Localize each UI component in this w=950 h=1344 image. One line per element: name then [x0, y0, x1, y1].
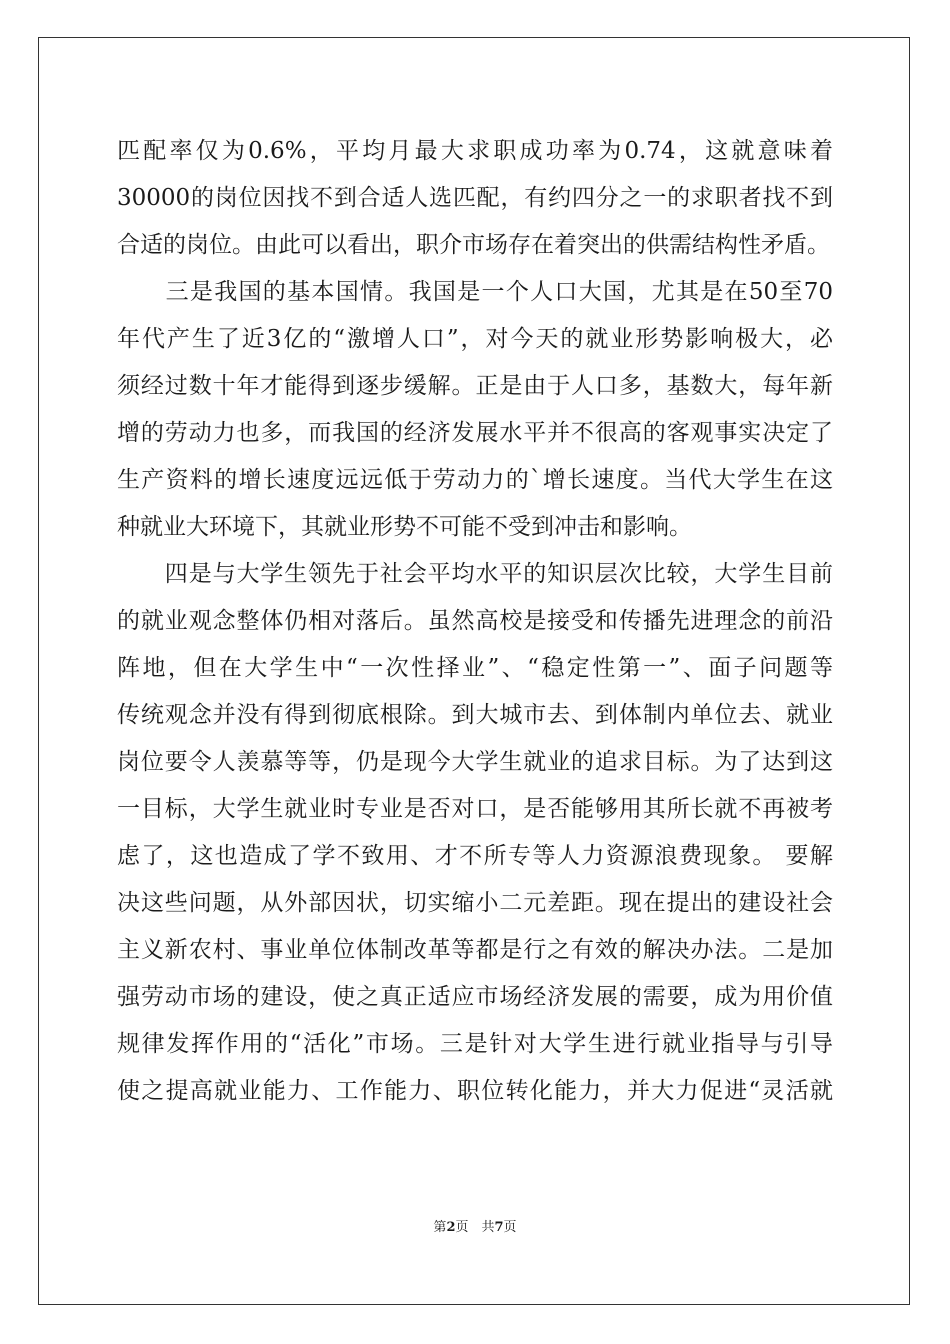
document-body	[117, 128, 833, 1115]
page-number-mid: 页 共	[455, 1220, 495, 1235]
text-line: 三是我国的基本国情。我国是一个人口大国，尤其是在50至70	[117, 279, 833, 305]
page-number-prefix: 第	[433, 1220, 447, 1235]
text-line: 规律发挥作用的“活化”市场。三是针对大学生进行就业指导与引导	[117, 1031, 833, 1057]
text-line: 合适的岗位。由此可以看出，职介市场存在着突出的供需结构性矛盾。	[117, 232, 830, 258]
text-line: 主义新农村、事业单位体制改革等都是行之有效的解决办法。二是加	[117, 937, 833, 963]
text-line: 的就业观念整体仍相对落后。虽然高校是接受和传播先进理念的前沿	[117, 608, 833, 634]
text-line: 强劳动市场的建设，使之真正适应市场经济发展的需要，成为用价值	[117, 984, 833, 1010]
text-line: 传统观念并没有得到彻底根除。到大城市去、到体制内单位去、就业	[117, 702, 833, 728]
page-number-current: 2	[446, 1220, 456, 1235]
text-line: 虑了，这也造成了学不致用、才不所专等人力资源浪费现象。 要解	[117, 843, 833, 869]
text-line: 一目标，大学生就业时专业是否对口，是否能够用其所长就不再被考	[117, 796, 833, 822]
text-line: 年代产生了近3亿的“激增人口”，对今天的就业形势影响极大，必	[117, 326, 833, 352]
page-footer	[0, 1216, 950, 1235]
text-line: 阵地，但在大学生中“一次性择业”、“稳定性第一”、面子问题等	[117, 655, 833, 681]
page-number-total: 7	[494, 1220, 504, 1235]
text-line: 30000的岗位因找不到合适人选匹配，有约四分之一的求职者找不到	[117, 185, 833, 211]
text-line: 岗位要令人羡慕等等，仍是现今大学生就业的追求目标。为了达到这	[117, 749, 833, 775]
text-line: 种就业大环境下，其就业形势不可能不受到冲击和影响。	[117, 514, 692, 540]
text-line: 匹配率仅为0.6%，平均月最大求职成功率为0.74，这就意味着	[117, 138, 833, 164]
text-line: 决这些问题，从外部因状，切实缩小二元差距。现在提出的建设社会	[117, 890, 833, 916]
text-line: 须经过数十年才能得到逐步缓解。正是由于人口多，基数大，每年新	[117, 373, 833, 399]
page-number-suffix: 页	[503, 1220, 517, 1235]
text-line: 增的劳动力也多，而我国的经济发展水平并不很高的客观事实决定了	[117, 420, 833, 446]
text-line: 生产资料的增长速度远远低于劳动力的`增长速度。当代大学生在这	[117, 467, 833, 493]
text-line: 四是与大学生领先于社会平均水平的知识层次比较，大学生目前	[117, 561, 833, 587]
text-line: 使之提高就业能力、工作能力、职位转化能力，并大力促进“灵活就	[117, 1078, 833, 1104]
